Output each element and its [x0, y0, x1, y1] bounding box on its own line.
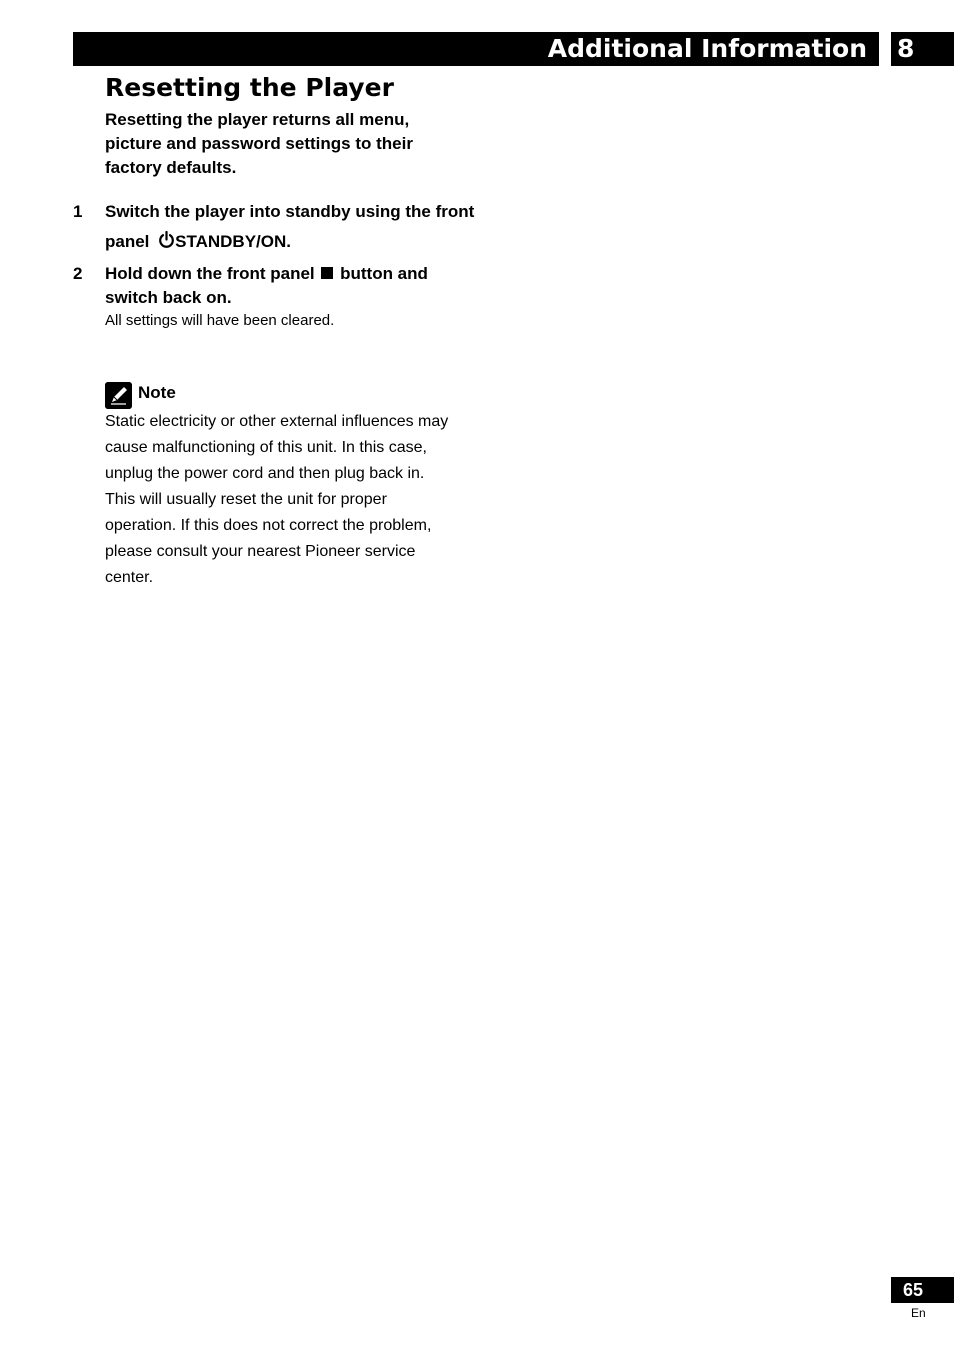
step-result: All settings will have been cleared. [105, 312, 335, 329]
note-pencil-icon [105, 382, 132, 409]
step-1 [73, 197, 473, 257]
step-number: 1 [73, 202, 83, 221]
step-text-part: button and switch back on. [105, 264, 428, 307]
page-number-box [891, 1277, 954, 1303]
step-2 [73, 262, 473, 310]
chapter-title: Additional Information [547, 34, 867, 63]
step-text [105, 262, 475, 310]
note-heading: Note [138, 383, 176, 402]
section-title: Resetting the Player [105, 73, 394, 102]
chapter-number-box [891, 32, 954, 66]
language-code: En [911, 1306, 926, 1320]
step-text-part: Hold down the front panel [105, 264, 320, 283]
step-text-part: STANDBY/ON. [175, 232, 291, 251]
step-number: 2 [73, 264, 83, 283]
power-icon [158, 231, 175, 249]
stop-icon [321, 267, 333, 279]
note-body: Static electricity or other external influences may cause malfunctioning of this unit. In this case, unplug the power cord and then plug back in. This will usually reset the unit for proper operation. If this does not correct the problem, please consult your nearest Pioneer service center. [105, 413, 449, 586]
step-text [105, 197, 475, 257]
chapter-number: 8 [897, 34, 915, 63]
page-number: 65 [903, 1280, 924, 1300]
chapter-header-bar [73, 32, 879, 66]
section-intro: Resetting the player returns all menu, picture and password settings to their factory defaults. [105, 110, 413, 177]
step-text-part: Switch the player into standby using the front panel [105, 202, 475, 251]
